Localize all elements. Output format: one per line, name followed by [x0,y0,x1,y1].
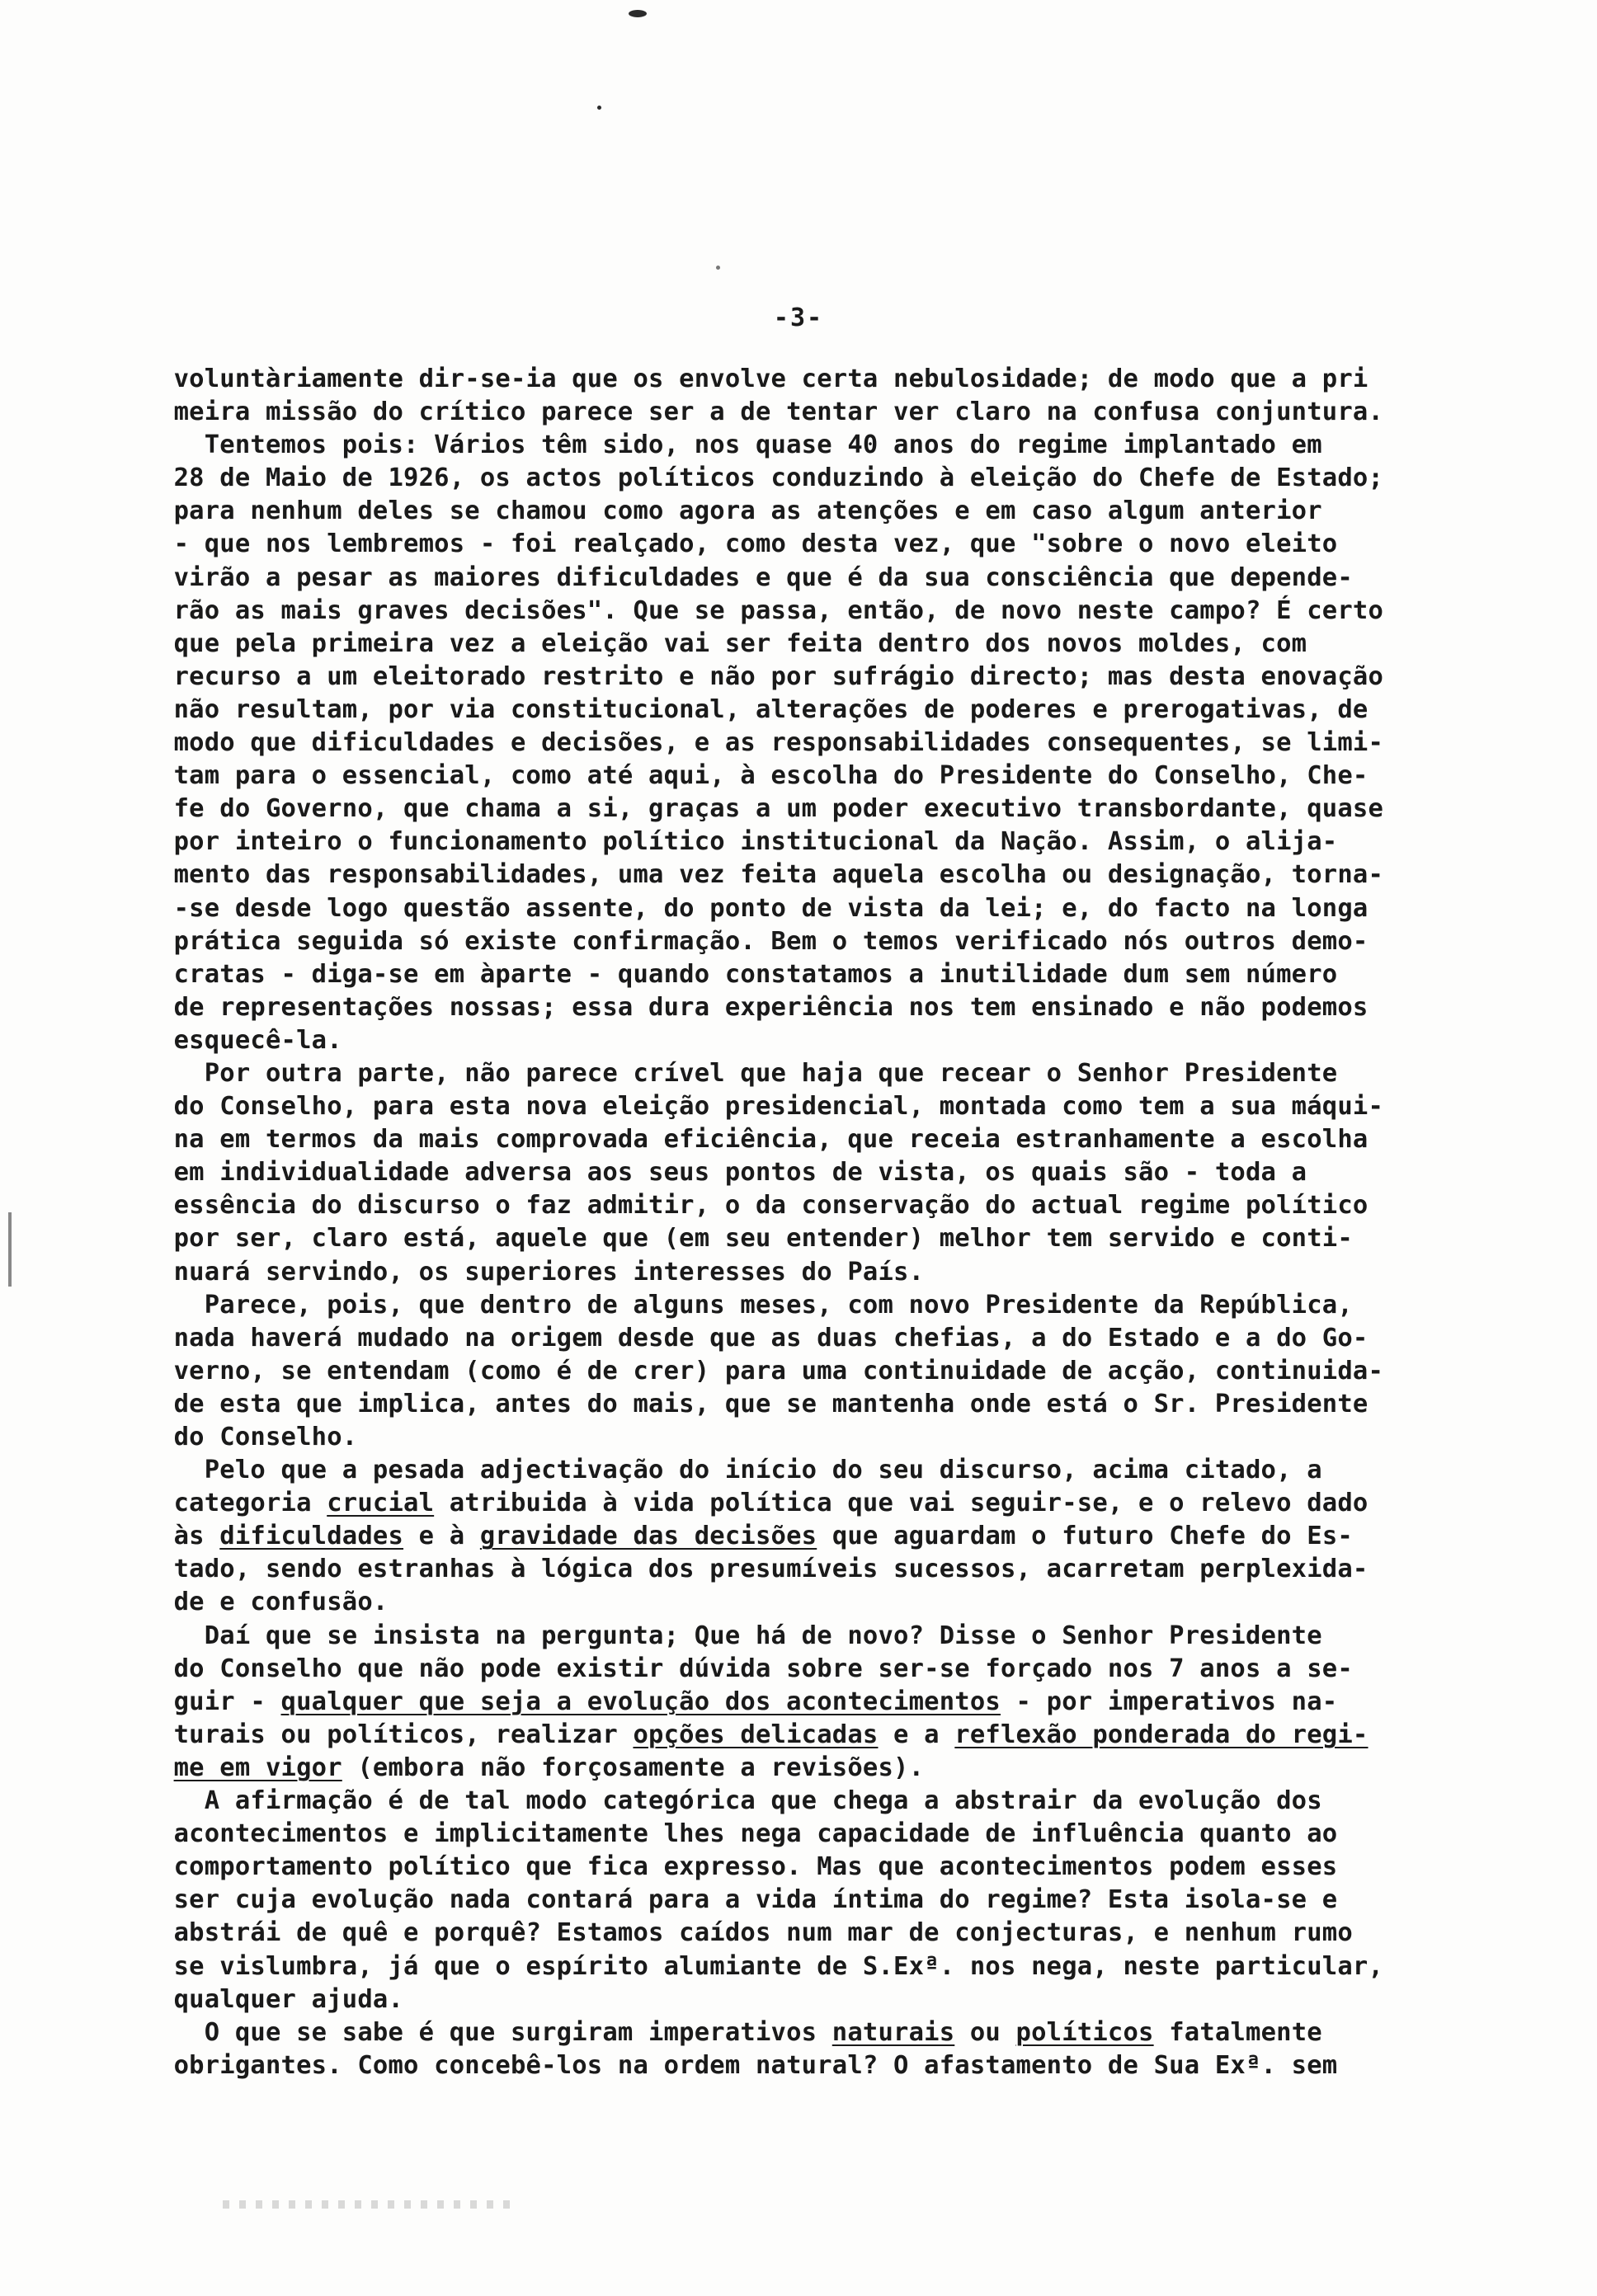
text-line [158,727,1577,760]
text-line [158,495,1577,528]
text-segment [158,1753,174,1782]
text-segment: prática seguida só existe confirmação. Bem o temos verificado nós outros demo- [158,926,1369,956]
text-segment: 28 de Maio de 1926, os actos políticos conduzindo à eleição do Chefe de Estado; [158,463,1384,493]
ink-speck [716,266,720,270]
text-segment: e à [403,1522,480,1551]
text-segment: voluntàriamente dir-se-ia que os envolve certa nebulosidade; de modo que a pri [158,365,1369,393]
text-segment: Parece, pois, que dentro de alguns meses, com novo Presidente da República, [158,1290,1353,1320]
underlined-phrase: qualquer que seja a evolução dos acontecimentos [280,1687,1001,1716]
text-segment: O que se sabe é que surgiram imperativos [158,2017,832,2047]
text-segment: atribuida à vida política que vai seguir-se, e o relevo dado [434,1489,1369,1518]
text-line [158,595,1577,628]
text-segment: meira missão do crítico parece ser a de tentar ver claro na confusa conjuntura. [158,398,1384,427]
text-line [158,1553,1577,1586]
text-line [158,1421,1577,1454]
text-line [158,1256,1577,1289]
ink-speck [629,10,647,17]
text-segment: para nenhum deles se chamou como agora as atenções e em caso algum anterior [158,496,1322,526]
text-segment: recurso a um eleitorado restrito e não por sufrágio directo; mas desta enovação [158,661,1384,691]
text-line [158,363,1577,396]
text-segment: que aguardam o futuro Chefe do Es- [817,1522,1353,1551]
text-line [158,892,1577,925]
text-segment: modo que dificuldades e decisões, e as responsabilidades consequentes, se limi- [158,728,1384,758]
text-line [158,562,1577,595]
text-segment: qualquer ajuda. [158,1984,404,2014]
text-line [158,1222,1577,1255]
text-segment: fe do Governo, que chama a si, graças a um poder executivo transbordante, quase [158,794,1384,824]
text-line [158,1322,1577,1355]
text-segment: mento das responsabilidades, uma vez feita aquela escolha ou designação, torna- [158,860,1384,890]
text-segment: acontecimentos e implicitamente lhes nega capacidade de influência quanto ao [158,1819,1338,1849]
text-line [158,2049,1577,2082]
text-line [158,1487,1577,1520]
text-line [158,1917,1577,1950]
text-segment: de representações nossas; essa dura experiência nos tem ensinado e não podemos [158,992,1369,1022]
text-segment: nuará servindo, os superiores interesses do País. [158,1257,925,1287]
text-segment: Daí que se insista na pergunta; Que há de novo? Disse o Senhor Presidente [158,1621,1322,1650]
ink-speck [597,106,601,110]
text-line [158,958,1577,991]
text-line [158,859,1577,892]
text-line [158,1123,1577,1156]
text-segment: tado, sendo estranhas à lógica dos presumíveis sucessos, acarretam perplexida- [158,1555,1369,1584]
text-line [158,1719,1577,1752]
underlined-phrase: reflexão ponderada do regi- [954,1720,1369,1749]
text-segment: que pela primeira vez a eleição vai ser feita dentro dos novos moldes, com [158,628,1307,658]
text-line [158,1686,1577,1719]
text-segment: esquecê-la. [158,1025,342,1055]
text-segment: tam para o essencial, como até aqui, à escolha do Presidente do Conselho, Che- [158,761,1369,791]
text-segment: -se desde logo questão assente, do ponto de vista da lei; e, do facto na longa [158,893,1369,923]
text-line [158,1289,1577,1322]
text-line [158,528,1577,561]
text-line [158,661,1577,694]
text-line [158,826,1577,859]
text-line [158,1851,1577,1884]
text-line [158,1090,1577,1123]
text-line [158,1950,1577,1983]
text-segment: por inteiro o funcionamento político institucional da Nação. Assim, o alija- [158,827,1338,857]
footer-smudge [223,2200,520,2209]
text-line [158,2016,1577,2049]
underlined-phrase: crucial [327,1489,435,1518]
text-line [158,1884,1577,1917]
text-line [158,1388,1577,1421]
text-segment: por ser, claro está, aquele que (em seu entender) melhor tem servido e conti- [158,1224,1353,1254]
text-line [158,1057,1577,1090]
text-line [158,1785,1577,1818]
text-segment: rão as mais graves decisões". Que se passa, então, de novo neste campo? É certo [158,595,1384,625]
text-segment: abstrái de quê e porquê? Estamos caídos num mar de conjecturas, e nenhum rumo [158,1918,1353,1948]
text-segment: - que nos lembremos - foi realçado, como desta vez, que "sobre o novo eleito [158,529,1338,559]
text-line [158,1189,1577,1222]
text-line [158,1520,1577,1553]
text-segment: de esta que implica, antes do mais, que se mantenha onde está o Sr. Presidente [158,1389,1369,1419]
text-segment: na em termos da mais comprovada eficiência, que receia estranhamente a escolha [158,1125,1369,1155]
text-line [158,925,1577,958]
text-segment: não resultam, por via constitucional, alterações de poderes e prerogativas, de [158,694,1369,724]
text-line [158,760,1577,793]
text-segment: do Conselho. [158,1423,358,1451]
text-line [158,429,1577,462]
text-segment: ou [954,2017,1016,2047]
underlined-phrase: políticos [1015,2017,1154,2047]
text-line [158,1620,1577,1653]
text-segment: ser cuja evolução nada contará para a vida íntima do regime? Esta isola-se e [158,1885,1338,1915]
text-segment: fatalmente [1153,2017,1322,2047]
text-line [158,1024,1577,1057]
text-line [158,1586,1577,1619]
text-segment: - por imperativos na- [1000,1687,1338,1716]
text-line [158,1156,1577,1189]
margin-mark [8,1212,12,1287]
text-segment: em individualidade adversa aos seus pontos de vista, os quais são - toda a [158,1158,1307,1188]
text-segment: (embora não forçosamente a revisões). [342,1753,925,1782]
text-segment: Por outra parte, não parece crível que haja que recear o Senhor Presidente [158,1058,1338,1088]
text-line [158,991,1577,1024]
text-segment: às [158,1522,220,1551]
text-segment: Pelo que a pesada adjectivação do início do seu discurso, acima citado, a [158,1456,1322,1485]
text-line [158,1818,1577,1851]
text-segment: categoria [158,1489,327,1518]
text-line [158,396,1577,429]
text-segment: obrigantes. Como concebê-los na ordem natural? O afastamento de Sua Exª. sem [158,2050,1338,2080]
text-segment: guir - [158,1687,281,1716]
text-line [158,1983,1577,2016]
page-number: -3- [773,303,824,332]
text-segment: A afirmação é de tal modo categórica que chega a abstrair da evolução dos [158,1786,1322,1816]
text-segment: essência do discurso o faz admitir, o da conservação do actual regime político [158,1191,1369,1221]
text-segment: virão a pesar as maiores dificuldades e que é da sua consciência que depende- [158,562,1353,592]
text-segment: comportamento político que fica expresso. Mas que acontecimentos podem esses [158,1852,1338,1882]
text-line [158,1454,1577,1487]
underlined-phrase: gravidade das decisões [479,1522,817,1551]
text-line [158,793,1577,826]
text-segment: cratas - diga-se em àparte - quando constatamos a inutilidade dum sem número [158,959,1338,989]
underlined-phrase: naturais [831,2017,955,2047]
underlined-phrase: opções delicadas [633,1720,879,1749]
text-segment: e a [878,1720,955,1749]
text-segment: do Conselho, para esta nova eleição presidencial, montada como tem a sua máqui- [158,1092,1384,1122]
text-segment: de e confusão. [158,1588,389,1617]
text-line [158,628,1577,661]
text-line [158,1653,1577,1686]
text-segment: turais ou políticos, realizar [158,1720,634,1749]
text-segment: nada haverá mudado na origem desde que as duas chefias, a do Estado e a do Go- [158,1323,1369,1353]
text-line [158,462,1577,495]
text-segment: se vislumbra, já que o espírito alumiante de S.Exª. nos nega, neste particular, [158,1951,1384,1981]
underlined-phrase: dificuldades [219,1522,404,1551]
text-segment: verno, se entendam (como é de crer) para uma continuidade de acção, continuida- [158,1356,1384,1386]
text-line [158,694,1577,727]
text-segment: Tentemos pois: Vários têm sido, nos quase 40 anos do regime implantado em [158,430,1322,460]
body-text [158,363,1577,2082]
underlined-phrase: me em vigor [173,1753,342,1782]
text-line [158,1752,1577,1785]
text-line [158,1355,1577,1388]
text-segment: do Conselho que não pode existir dúvida sobre ser-se forçado nos 7 anos a se- [158,1654,1353,1683]
